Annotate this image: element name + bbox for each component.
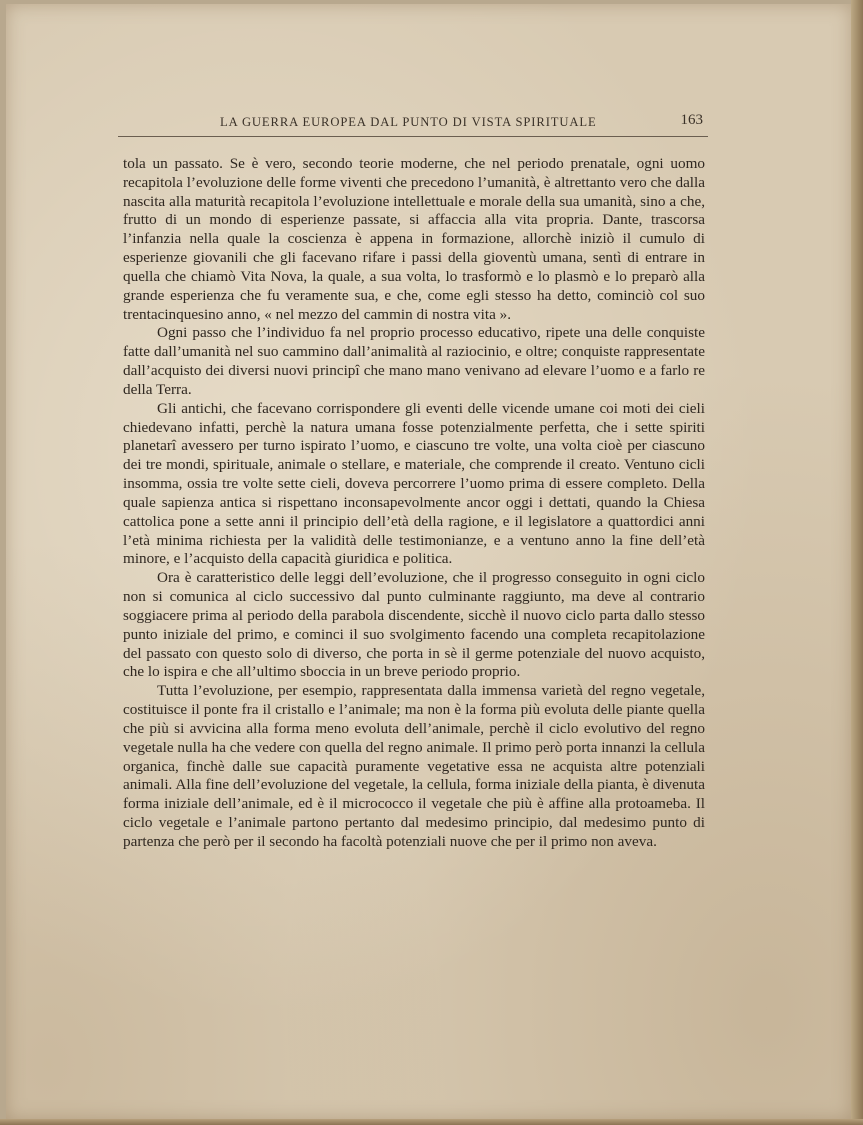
paragraph: Gli antichi, che facevano corrispondere gli eventi delle vicende umane coi moti dei cieli chiedevano infatti, perchè la natura umana fosse potenzialmente perfetta, che i sette spiriti planetarî avessero per turno ispirato l’uomo, e ciascuno tre volte, una volta cioè per ciascuno dei tre mondi, spirituale, animale o stellare, e materiale, che comprende il creato. Ventuno cicli insomma, ossia tre volte sette cieli, doveva percorrere l’uomo prima di essere completo. Della quale sapienza antica si rispettano inconsapevolmente ancor oggi i dettati, quando la Chiesa cattolica pone a sette anni il principio dell’età della ragione, e il legislatore a quattordici anni l’età minima richiesta per la validità delle testimonianze, e a ventuno anno la fine dell’età minore, e l’acquisto della capacità giuridica e politica. — [123, 399, 705, 568]
page-edge-bottom — [0, 1119, 863, 1125]
running-header-title: LA GUERRA EUROPEA DAL PUNTO DI VISTA SPIRITUALE — [220, 115, 597, 129]
page-edge-right — [851, 0, 863, 1125]
paragraph: Tutta l’evoluzione, per esempio, rappresentata dalla immensa varietà del regno vegetale, costituisce il ponte fra il cristallo e l’animale; ma non è la forma più evoluta delle piante quella che più si avvicina alla forma meno evoluta dell’animale, perchè il ciclo evolutivo del regno vegetale nulla ha che vedere con quella del regno animale. Il primo però porta innanzi la cellula organica, finchè dalle sue capacità puramente vegetative essa ne acquista altre potenziali animali. Alla fine dell’evoluzione del vegetale, la cellula, forma iniziale della pianta, è divenuta forma iniziale dell’animale, ed è il micrococco il vegetale che più è affine alla protoameba. Il ciclo vegetale e l’animale partono pertanto dal medesimo principio, dal medesimo punto di partenza che però per il secondo ha facoltà potenziali nuove che per il primo non aveva. — [123, 682, 705, 850]
paragraph: Ora è caratteristico delle leggi dell’evoluzione, che il progresso conseguito in ogni ciclo non si comunica al ciclo successivo dal punto culminante raggiunto, ma deve al contrario soggiacere prima al periodo della parabola discendente, sicchè il nuovo ciclo parta dallo stesso punto iniziale del primo, e cominci il suo svolgimento facendo una completa recapitolazione del passato con questo solo di diverso, che porta in sè il germe potenziale del nuovo acquisto, che lo ispira e che all’ultimo sboccia in un breve periodo proprio. — [123, 569, 705, 681]
paragraph: Ogni passo che l’individuo fa nel proprio processo educativo, ripete una delle conquiste fatte dall’umanità nel suo cammino dall’animalità al raziocinio, e oltre; conquiste rappresentate dall’acquisto dei diversi nuovi principî che mano mano venivano ad elevare l’uomo e a farlo re della Terra. — [123, 324, 705, 398]
paragraph: tola un passato. Se è vero, secondo teorie moderne, che nel periodo prenatale, ogni uomo recapitola l’evoluzione delle forme viventi che precedono l’umanità, è altrettanto vero che dalla nascita alla maturità recapitola l’evoluzione intellettuale e morale della sua umanità, sino a che, frutto di un mondo di esperienze passate, si affaccia alla vita propria. Dante, trascorsa l’infanzia nella quale la coscienza è appena in formazione, allorchè iniziò il cumulo di esperienze giovanili che gli facevano rifare i passi della gioventù umana, sentì di entrare in quella che chiamò Vita Nova, la quale, a sua volta, lo trasformò e lo plasmò e lo preparò alla grande esperienza che fu veramente sua, e che, come egli stesso ha detto, cominciò col suo trentacinquesino anno, « nel mezzo del cammin di nostra vita ». — [123, 155, 705, 323]
page-number: 163 — [680, 112, 703, 128]
body-text — [123, 155, 705, 852]
running-header — [118, 110, 708, 138]
header-rule — [118, 136, 708, 137]
